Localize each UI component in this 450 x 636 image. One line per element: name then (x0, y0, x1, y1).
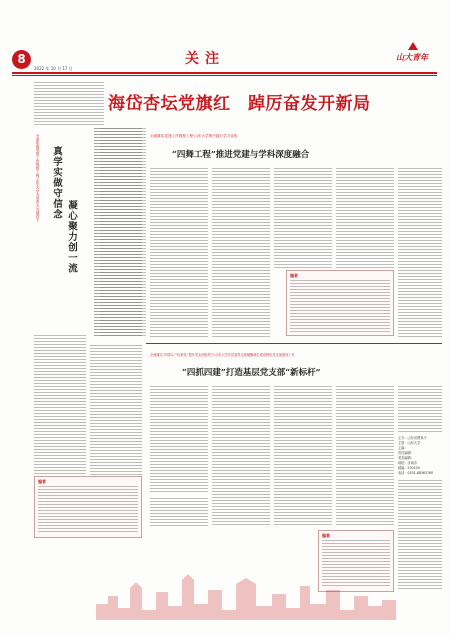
feature-title-line1: 真学实做守信念 (51, 146, 62, 220)
article1-col5 (398, 168, 442, 338)
article2-col1 (150, 386, 208, 494)
feature-body-col2 (100, 128, 146, 338)
feature-body-bottom-mid (90, 345, 142, 475)
page-number-badge: 8 (12, 50, 31, 69)
article2-title: “四抓四建”打造基层党支部“新标杆” (182, 368, 321, 378)
feature-kicker: 全面实施党建工作强校工程·山东大学为党育人为国育才 (36, 134, 40, 222)
article2-kicker: 全面落实“四带头”“标准化”提升党支部组织力·山东大学各党委党支部凝聚师生建设特色党支部建设工作 (150, 353, 295, 357)
colophon-line: 美术编辑： (398, 456, 414, 460)
editor-note-text-2 (38, 486, 138, 534)
editor-note-label-3: 编者 (322, 533, 330, 538)
feature-body-bottom-left (34, 335, 86, 475)
article2-col2 (212, 386, 270, 526)
newspaper-logo-icon (406, 40, 420, 52)
article1-title: “四舞工程”推进党建与学科深度融合 (172, 150, 310, 160)
colophon-line: 邮编：250100 (398, 466, 420, 470)
colophon-line: 主管：山东大学 (398, 441, 421, 445)
article1-col2 (212, 168, 270, 338)
city-skyline-watermark (96, 560, 396, 620)
article1-col1 (150, 168, 208, 338)
article2-col5 (398, 386, 442, 432)
colophon-line: 主编： (398, 446, 408, 450)
article2-col3 (274, 386, 332, 526)
section-divider (146, 343, 442, 344)
article1-kicker: 全面落实党建工作强校工程·山东大学集中践行学习宣传 (150, 134, 238, 138)
article1-col4 (336, 168, 394, 268)
newspaper-logo-text: 山大青年 (396, 52, 428, 62)
editor-note-label-1: 编者 (290, 273, 298, 278)
header-rule-thin (12, 75, 437, 76)
lead-paragraph (34, 82, 104, 126)
colophon-line: 电话：0531-88363760 (398, 471, 434, 475)
editor-note-text-1 (290, 280, 390, 332)
colophon-line: 地址：济南市 (398, 461, 418, 465)
colophon-line: 主办：山东省教育厅 (398, 436, 427, 440)
article2-col4 (336, 386, 394, 526)
feature-title-line2: 凝心聚力创一流 (66, 200, 77, 274)
editor-note-label-2: 编者 (38, 479, 46, 484)
colophon-details (398, 480, 442, 590)
colophon (398, 436, 444, 476)
header-rule (12, 72, 437, 74)
main-headline: 海岱杏坛党旗红 踔厉奋发开新局 (108, 94, 371, 114)
issue-date: 2022 年 10 月 17 日 (34, 66, 73, 71)
colophon-line: 责任编辑： (398, 451, 414, 455)
section-title: 关注 (185, 51, 225, 67)
article1-col3 (274, 168, 332, 268)
article2-col1b (150, 498, 208, 526)
